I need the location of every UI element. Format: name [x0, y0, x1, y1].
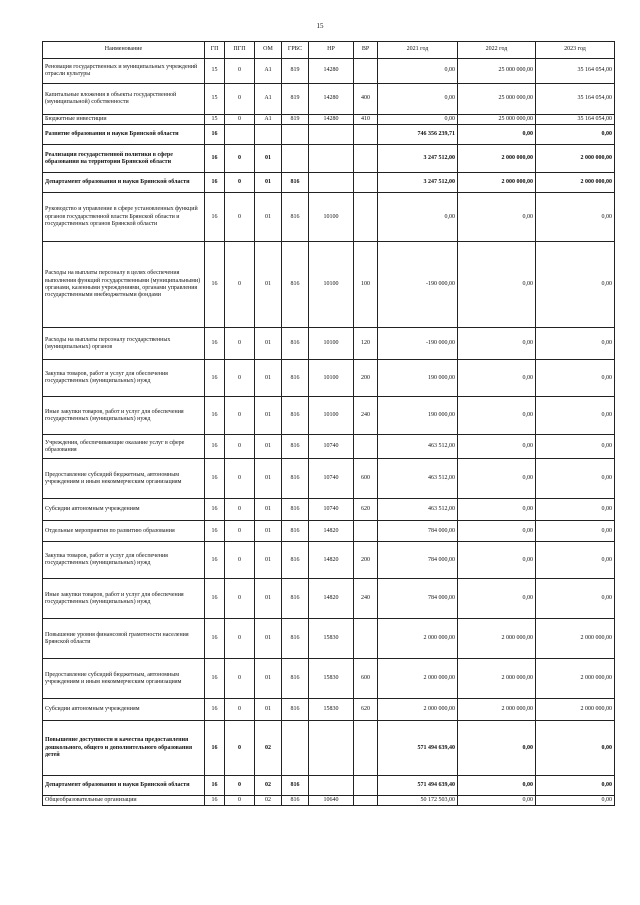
cell-gp: 16	[205, 145, 225, 173]
cell-grbs	[282, 721, 309, 776]
cell-grbs: 816	[282, 242, 309, 328]
cell-2023: 0,00	[536, 579, 615, 619]
cell-2022: 0,00	[458, 521, 536, 542]
cell-name: Бюджетные инвестиции	[43, 115, 205, 125]
cell-gp: 16	[205, 193, 225, 242]
cell-grbs: 816	[282, 397, 309, 435]
cell-gp: 16	[205, 397, 225, 435]
cell-2022: 0,00	[458, 579, 536, 619]
cell-vr: 400	[354, 84, 378, 115]
cell-2022: 25 000 000,00	[458, 84, 536, 115]
cell-vr	[354, 776, 378, 796]
cell-vr	[354, 619, 378, 659]
cell-nr: 10100	[309, 328, 354, 360]
cell-2023: 0,00	[536, 499, 615, 521]
cell-nr: 14820	[309, 579, 354, 619]
cell-2023: 2 000 000,00	[536, 173, 615, 193]
cell-grbs: 816	[282, 542, 309, 579]
cell-pgp: 0	[225, 84, 255, 115]
table-row	[43, 459, 615, 499]
cell-om: 01	[255, 145, 282, 173]
cell-2023: 0,00	[536, 776, 615, 796]
cell-2021: 190 000,00	[378, 397, 458, 435]
table-row	[43, 84, 615, 115]
cell-nr: 10640	[309, 796, 354, 806]
cell-2022: 0,00	[458, 459, 536, 499]
cell-vr	[354, 59, 378, 84]
cell-pgp: 0	[225, 579, 255, 619]
cell-2023: 2 000 000,00	[536, 619, 615, 659]
cell-grbs: 816	[282, 360, 309, 397]
column-header-2021: 2021 год	[378, 42, 458, 59]
cell-pgp: 0	[225, 360, 255, 397]
cell-2021: -190 000,00	[378, 242, 458, 328]
column-header-name: Наименование	[43, 42, 205, 59]
cell-pgp: 0	[225, 699, 255, 721]
cell-2022: 0,00	[458, 435, 536, 459]
cell-grbs: 816	[282, 699, 309, 721]
cell-om: 01	[255, 435, 282, 459]
cell-grbs	[282, 145, 309, 173]
cell-2023: 0,00	[536, 435, 615, 459]
cell-pgp: 0	[225, 619, 255, 659]
column-header-2022: 2022 год	[458, 42, 536, 59]
cell-2023: 2 000 000,00	[536, 659, 615, 699]
cell-2023: 0,00	[536, 328, 615, 360]
cell-nr: 10740	[309, 459, 354, 499]
cell-2023: 0,00	[536, 242, 615, 328]
cell-2021: 2 000 000,00	[378, 659, 458, 699]
cell-vr: 100	[354, 242, 378, 328]
table-row	[43, 435, 615, 459]
cell-om: 01	[255, 459, 282, 499]
cell-name: Повышение уровня финансовой грамотности населения Брянской области	[43, 619, 205, 659]
cell-nr: 10740	[309, 435, 354, 459]
cell-gp: 16	[205, 360, 225, 397]
table-body	[43, 59, 615, 806]
cell-name: Департамент образования и науки Брянской области	[43, 173, 205, 193]
cell-2021: 571 494 639,40	[378, 776, 458, 796]
cell-nr: 15830	[309, 699, 354, 721]
cell-2023: 0,00	[536, 542, 615, 579]
cell-name: Повышение доступности и качества предоставления дошкольного, общего и дополнительного образования детей	[43, 721, 205, 776]
cell-gp: 16	[205, 659, 225, 699]
cell-2021: 571 494 639,40	[378, 721, 458, 776]
cell-grbs: 816	[282, 796, 309, 806]
table-row	[43, 360, 615, 397]
cell-vr: 200	[354, 360, 378, 397]
cell-pgp: 0	[225, 459, 255, 499]
cell-2022: 0,00	[458, 796, 536, 806]
cell-2021: 463 512,00	[378, 435, 458, 459]
cell-vr: 120	[354, 328, 378, 360]
cell-gp: 16	[205, 499, 225, 521]
cell-2023: 0,00	[536, 521, 615, 542]
cell-2021: 2 000 000,00	[378, 699, 458, 721]
table-row	[43, 521, 615, 542]
cell-gp: 15	[205, 115, 225, 125]
cell-2021: 0,00	[378, 59, 458, 84]
cell-name: Закупка товаров, работ и услуг для обеспечения государственных (муниципальных) нужд	[43, 542, 205, 579]
cell-om: А1	[255, 115, 282, 125]
cell-name: Предоставление субсидий бюджетным, автономным учреждениям и иным некоммерческим организациям	[43, 659, 205, 699]
cell-pgp: 0	[225, 59, 255, 84]
table-row	[43, 619, 615, 659]
cell-grbs: 816	[282, 328, 309, 360]
cell-2022: 0,00	[458, 328, 536, 360]
cell-om: 01	[255, 173, 282, 193]
table-row	[43, 542, 615, 579]
cell-grbs: 816	[282, 579, 309, 619]
table-row	[43, 796, 615, 806]
cell-2023: 35 164 054,00	[536, 115, 615, 125]
cell-name: Предоставление субсидий бюджетным, автономным учреждениям и иным некоммерческим организациям	[43, 459, 205, 499]
table-row	[43, 579, 615, 619]
cell-name: Капитальные вложения в объекты государственной (муниципальной) собственности	[43, 84, 205, 115]
cell-om: 02	[255, 721, 282, 776]
table-row	[43, 125, 615, 145]
cell-grbs: 816	[282, 521, 309, 542]
cell-gp: 16	[205, 619, 225, 659]
cell-vr	[354, 173, 378, 193]
cell-om	[255, 125, 282, 145]
cell-2021: 0,00	[378, 84, 458, 115]
cell-2022: 25 000 000,00	[458, 59, 536, 84]
cell-grbs: 816	[282, 659, 309, 699]
cell-gp: 15	[205, 84, 225, 115]
cell-2021: 463 512,00	[378, 459, 458, 499]
cell-pgp: 0	[225, 145, 255, 173]
cell-gp: 16	[205, 242, 225, 328]
cell-pgp: 0	[225, 776, 255, 796]
cell-nr	[309, 125, 354, 145]
cell-om: 01	[255, 328, 282, 360]
cell-2021: 2 000 000,00	[378, 619, 458, 659]
cell-2022: 0,00	[458, 242, 536, 328]
cell-grbs: 816	[282, 776, 309, 796]
cell-2022: 0,00	[458, 360, 536, 397]
cell-pgp: 0	[225, 542, 255, 579]
cell-name: Расходы на выплаты персоналу государственных (муниципальных) органов	[43, 328, 205, 360]
cell-om: 01	[255, 193, 282, 242]
cell-om: 01	[255, 499, 282, 521]
cell-2022: 0,00	[458, 499, 536, 521]
cell-name: Учреждения, обеспечивающие оказание услуг в сфере образования	[43, 435, 205, 459]
cell-pgp	[225, 125, 255, 145]
cell-nr	[309, 721, 354, 776]
table-row	[43, 145, 615, 173]
cell-2021: 50 172 503,00	[378, 796, 458, 806]
cell-2022: 0,00	[458, 721, 536, 776]
cell-om: 01	[255, 699, 282, 721]
cell-om: 01	[255, 619, 282, 659]
cell-pgp: 0	[225, 721, 255, 776]
cell-2022: 2 000 000,00	[458, 619, 536, 659]
cell-vr: 240	[354, 397, 378, 435]
budget-table	[42, 41, 615, 806]
column-header-om: ОМ	[255, 42, 282, 59]
cell-om: А1	[255, 59, 282, 84]
cell-2023: 35 164 054,00	[536, 59, 615, 84]
cell-nr	[309, 145, 354, 173]
cell-nr: 15830	[309, 619, 354, 659]
column-header-2023: 2023 год	[536, 42, 615, 59]
column-header-vr: ВР	[354, 42, 378, 59]
cell-pgp: 0	[225, 499, 255, 521]
cell-2022: 0,00	[458, 397, 536, 435]
cell-nr: 14280	[309, 115, 354, 125]
cell-vr: 620	[354, 699, 378, 721]
cell-pgp: 0	[225, 193, 255, 242]
cell-name: Развитие образования и науки Брянской области	[43, 125, 205, 145]
column-header-gp: ГП	[205, 42, 225, 59]
cell-2022: 0,00	[458, 542, 536, 579]
cell-gp: 16	[205, 699, 225, 721]
cell-pgp: 0	[225, 242, 255, 328]
cell-2022: 2 000 000,00	[458, 173, 536, 193]
cell-2021: 3 247 512,00	[378, 173, 458, 193]
cell-name: Субсидии автономным учреждениям	[43, 499, 205, 521]
cell-nr	[309, 173, 354, 193]
cell-om: 01	[255, 659, 282, 699]
cell-nr: 14820	[309, 542, 354, 579]
cell-pgp: 0	[225, 328, 255, 360]
cell-nr: 14280	[309, 84, 354, 115]
cell-pgp: 0	[225, 435, 255, 459]
cell-2023: 0,00	[536, 125, 615, 145]
cell-grbs: 819	[282, 115, 309, 125]
cell-om: 01	[255, 242, 282, 328]
cell-vr: 600	[354, 459, 378, 499]
cell-gp: 16	[205, 542, 225, 579]
cell-vr: 620	[354, 499, 378, 521]
cell-2022: 2 000 000,00	[458, 145, 536, 173]
cell-grbs: 819	[282, 59, 309, 84]
cell-vr	[354, 796, 378, 806]
cell-om: А1	[255, 84, 282, 115]
table-row	[43, 721, 615, 776]
column-header-grbs: ГРБС	[282, 42, 309, 59]
cell-vr	[354, 435, 378, 459]
table-row	[43, 242, 615, 328]
cell-name: Отдельные мероприятия по развитию образования	[43, 521, 205, 542]
cell-name: Руководство и управление в сфере установленных функций органов государственной власти Брянской области и государственных органов Брянской области	[43, 193, 205, 242]
cell-2021: 190 000,00	[378, 360, 458, 397]
cell-om: 02	[255, 796, 282, 806]
table-row	[43, 173, 615, 193]
cell-vr: 600	[354, 659, 378, 699]
cell-gp: 16	[205, 459, 225, 499]
cell-om: 01	[255, 521, 282, 542]
cell-name: Департамент образования и науки Брянской области	[43, 776, 205, 796]
table-header-row	[43, 42, 615, 59]
cell-om: 01	[255, 397, 282, 435]
cell-nr: 14280	[309, 59, 354, 84]
cell-name: Иные закупки товаров, работ и услуг для обеспечения государственных (муниципальных) нужд	[43, 397, 205, 435]
cell-2022: 0,00	[458, 193, 536, 242]
cell-pgp: 0	[225, 796, 255, 806]
cell-om: 02	[255, 776, 282, 796]
cell-nr: 15830	[309, 659, 354, 699]
cell-2021: 784 000,00	[378, 579, 458, 619]
cell-om: 01	[255, 542, 282, 579]
cell-2021: 784 000,00	[378, 521, 458, 542]
cell-grbs: 816	[282, 459, 309, 499]
cell-2021: 746 356 239,71	[378, 125, 458, 145]
cell-2023: 0,00	[536, 193, 615, 242]
cell-2022: 2 000 000,00	[458, 699, 536, 721]
cell-vr: 410	[354, 115, 378, 125]
cell-name: Иные закупки товаров, работ и услуг для обеспечения государственных (муниципальных) нужд	[43, 579, 205, 619]
cell-name: Субсидии автономным учреждениям	[43, 699, 205, 721]
cell-vr	[354, 521, 378, 542]
cell-name: Закупка товаров, работ и услуг для обеспечения государственных (муниципальных) нужд	[43, 360, 205, 397]
page-number: 15	[316, 22, 324, 30]
cell-om: 01	[255, 579, 282, 619]
cell-pgp: 0	[225, 173, 255, 193]
table-row	[43, 776, 615, 796]
cell-gp: 16	[205, 435, 225, 459]
cell-nr	[309, 776, 354, 796]
cell-gp: 16	[205, 721, 225, 776]
table-row	[43, 659, 615, 699]
cell-gp: 16	[205, 579, 225, 619]
cell-2021: 3 247 512,00	[378, 145, 458, 173]
cell-nr: 10740	[309, 499, 354, 521]
cell-grbs	[282, 125, 309, 145]
cell-2021: 784 000,00	[378, 542, 458, 579]
cell-gp: 16	[205, 125, 225, 145]
cell-2021: 0,00	[378, 115, 458, 125]
cell-grbs: 816	[282, 619, 309, 659]
cell-grbs: 816	[282, 435, 309, 459]
cell-pgp: 0	[225, 397, 255, 435]
cell-nr: 10100	[309, 193, 354, 242]
table-row	[43, 699, 615, 721]
table-row	[43, 59, 615, 84]
cell-2022: 0,00	[458, 776, 536, 796]
cell-gp: 16	[205, 796, 225, 806]
cell-pgp: 0	[225, 115, 255, 125]
cell-grbs: 816	[282, 499, 309, 521]
cell-name: Реализация государственной политики в сфере образования на территории Брянской области	[43, 145, 205, 173]
table-row	[43, 499, 615, 521]
cell-gp: 15	[205, 59, 225, 84]
cell-nr: 10100	[309, 360, 354, 397]
cell-pgp: 0	[225, 521, 255, 542]
cell-pgp: 0	[225, 659, 255, 699]
cell-om: 01	[255, 360, 282, 397]
cell-2021: 0,00	[378, 193, 458, 242]
cell-2023: 2 000 000,00	[536, 699, 615, 721]
cell-2021: 463 512,00	[378, 499, 458, 521]
cell-gp: 16	[205, 776, 225, 796]
cell-vr	[354, 125, 378, 145]
cell-nr: 10100	[309, 397, 354, 435]
cell-nr: 10100	[309, 242, 354, 328]
cell-name: Расходы на выплаты персоналу в целях обеспечения выполнения функций государственными (муниципальными) органами, казенными учреждениями, органами управления государственными внебюджетными фондами	[43, 242, 205, 328]
cell-gp: 16	[205, 521, 225, 542]
cell-2022: 2 000 000,00	[458, 659, 536, 699]
table-row	[43, 193, 615, 242]
cell-2023: 0,00	[536, 459, 615, 499]
cell-gp: 16	[205, 173, 225, 193]
table-row	[43, 397, 615, 435]
cell-2023: 0,00	[536, 397, 615, 435]
cell-2023: 0,00	[536, 360, 615, 397]
cell-grbs: 816	[282, 173, 309, 193]
cell-vr	[354, 721, 378, 776]
cell-vr: 200	[354, 542, 378, 579]
table-row	[43, 115, 615, 125]
cell-vr	[354, 145, 378, 173]
cell-name: Общеобразовательные организации	[43, 796, 205, 806]
cell-grbs: 819	[282, 84, 309, 115]
cell-gp: 16	[205, 328, 225, 360]
cell-grbs: 816	[282, 193, 309, 242]
cell-2023: 2 000 000,00	[536, 145, 615, 173]
cell-2023: 0,00	[536, 796, 615, 806]
cell-name: Реновация государственных и муниципальных учреждений отрасли культуры	[43, 59, 205, 84]
table-row	[43, 328, 615, 360]
cell-2022: 25 000 000,00	[458, 115, 536, 125]
cell-vr: 240	[354, 579, 378, 619]
cell-2023: 0,00	[536, 721, 615, 776]
cell-2021: -190 000,00	[378, 328, 458, 360]
column-header-pgp: ПГП	[225, 42, 255, 59]
cell-nr: 14820	[309, 521, 354, 542]
cell-2023: 35 164 054,00	[536, 84, 615, 115]
column-header-nr: НР	[309, 42, 354, 59]
cell-vr	[354, 193, 378, 242]
cell-2022: 0,00	[458, 125, 536, 145]
